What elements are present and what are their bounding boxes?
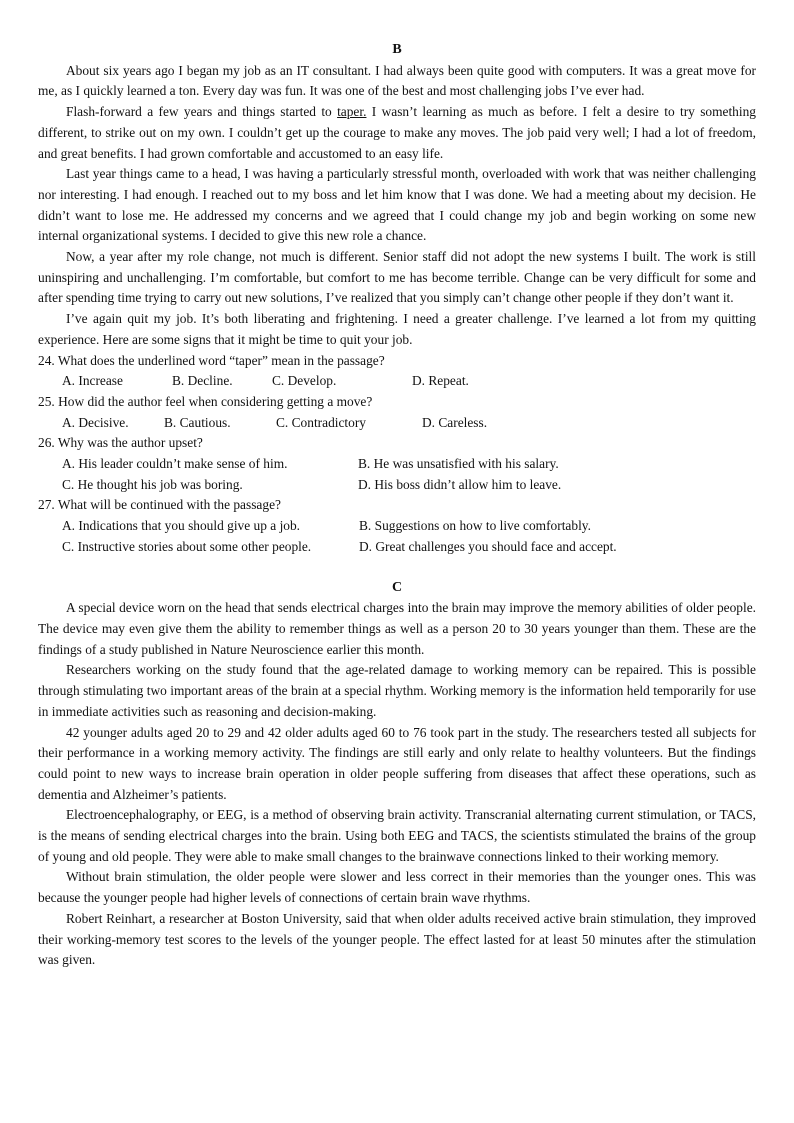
option-d[interactable]: D. His boss didn’t allow him to leave. (358, 476, 562, 492)
passage-c-paragraph-3: 42 younger adults aged 20 to 29 and 42 older adults aged 60 to 76 took part in the study. The researchers tested all subjects for their performance in a working memory activity. The findings are still early and only relate to healthy volunteers. But the findings could point to new ways to increase brain operation in older people suffering from diseases that affect these operations, such as dementia and Alzheimer’s patients. (38, 724, 756, 802)
option-c[interactable]: C. He thought his job was boring. (62, 476, 243, 492)
option-b[interactable]: B. He was unsatisfied with his salary. (358, 456, 559, 472)
underlined-word-taper: taper. (337, 104, 367, 120)
question-26-options-row-1 (38, 454, 756, 475)
passage-b-paragraph-1: About six years ago I began my job as an IT consultant. I had always been quite good with computers. It was a great move for me, as I quickly learned a ton. Every day was fun. It was one of the best and most challenging jobs I’ve ever had. (38, 62, 756, 99)
passage-b-paragraph-3: Last year things came to a head, I was having a particularly stressful month, overloaded with work that was neither challenging nor interesting. I had enough. I reached out to my boss and let him know that I was done. We had a meeting about my decision. He didn’t want to lose me. He addressed my concerns and we agreed that I could change my job and begin working on some new internal organizational systems. I decided to give this new role a chance. (38, 166, 756, 244)
section-b-heading: B (392, 42, 402, 57)
passage-b-paragraph-5: I’ve again quit my job. It’s both liberating and frightening. I need a greater challenge. I’ve learned a lot from my quitting experience. Here are some signs that it might be time to quit your job. (38, 311, 756, 347)
passage-c-paragraph-5: Without brain stimulation, the older people were slower and less correct in their memories than the younger ones. This was because the younger people had higher levels of connections of certain brain wave rhythms. (38, 869, 756, 906)
option-a[interactable]: A. Decisive. (62, 414, 129, 430)
option-c[interactable]: C. Contradictory (276, 414, 367, 430)
option-c[interactable]: C. Instructive stories about some other people. (62, 538, 312, 554)
document-page (38, 40, 756, 971)
option-a[interactable]: A. Increase (62, 373, 123, 389)
option-b[interactable]: B. Decline. (172, 373, 233, 389)
question-26: 26. Why was the author upset? (38, 435, 203, 451)
question-24: 24. What does the underlined word “taper” mean in the passage? (38, 352, 385, 368)
question-25-options (38, 413, 756, 434)
question-27: 27. What will be continued with the passage? (38, 497, 281, 513)
section-c-heading: C (391, 579, 403, 595)
option-d[interactable]: D. Great challenges you should face and accept. (359, 538, 617, 554)
question-24-options (38, 371, 756, 392)
question-27-options-row-2 (38, 537, 756, 558)
section-spacer (38, 558, 756, 578)
paragraph-2-text-before: Flash-forward a few years and things started to (66, 104, 338, 120)
option-b[interactable]: B. Suggestions on how to live comfortably. (359, 518, 591, 534)
option-b[interactable]: B. Cautious. (164, 414, 231, 430)
option-d[interactable]: D. Careless. (422, 414, 488, 430)
passage-c-paragraph-4: Electroencephalography, or EEG, is a method of observing brain activity. Transcranial alternating current stimulation, or TACS, is the means of sending electrical charges into the brain. Using both EEG and TACS, the scientists stimulated the brains of the group of young and old people. They were able to make small changes to the brainwave connections linked to their working memory. (38, 807, 756, 864)
passage-b-paragraph-4: Now, a year after my role change, not much is different. Senior staff did not adopt the new systems I built. The work is still uninspiring and unchallenging. I’m comfortable, but comfort to me has become terrible. Change can be very difficult for some and after spending time trying to carry out new solutions, I’ve realized that you simply can’t change other people if they don’t want it. (38, 249, 756, 306)
paragraph-2-text-after: I wasn’t learning as much as before. I felt a desire to try something different, to strike out on my own. I couldn’t get up the courage to make any moves. The job paid very well; I had a lot of freedom, and great benefits. I had grown comfortable and accustomed to an easy life. (38, 104, 756, 161)
question-25: 25. How did the author feel when considering getting a move? (38, 393, 373, 409)
passage-c-paragraph-2: Researchers working on the study found that the age-related damage to working memory can be repaired. This is possible through stimulating two important areas of the brain at a special rhythm. Working memory is the information held temporarily for use in immediate activities such as reasoning and decision-making. (38, 662, 756, 719)
option-a[interactable]: A. His leader couldn’t make sense of him. (62, 456, 288, 472)
passage-c-paragraph-1: A special device worn on the head that sends electrical charges into the brain may improve the memory abilities of older people. The device may even give them the ability to remember things as well as a person 20 to 30 years younger than them. These are the findings of a study published in Nature Neuroscience earlier this month. (38, 600, 756, 657)
option-c[interactable]: C. Develop. (272, 373, 337, 389)
option-d[interactable]: D. Repeat. (412, 373, 469, 389)
option-a[interactable]: A. Indications that you should give up a job. (62, 518, 301, 534)
passage-c-paragraph-6: Robert Reinhart, a researcher at Boston University, said that when older adults received active brain stimulation, they improved their working-memory test scores to the levels of the younger people. The effect lasted for at least 50 minutes after the stimulation was given. (38, 910, 756, 968)
question-26-options-row-2 (38, 475, 756, 496)
passage-b-paragraph-2 (38, 102, 756, 164)
question-27-options-row-1 (38, 516, 756, 537)
